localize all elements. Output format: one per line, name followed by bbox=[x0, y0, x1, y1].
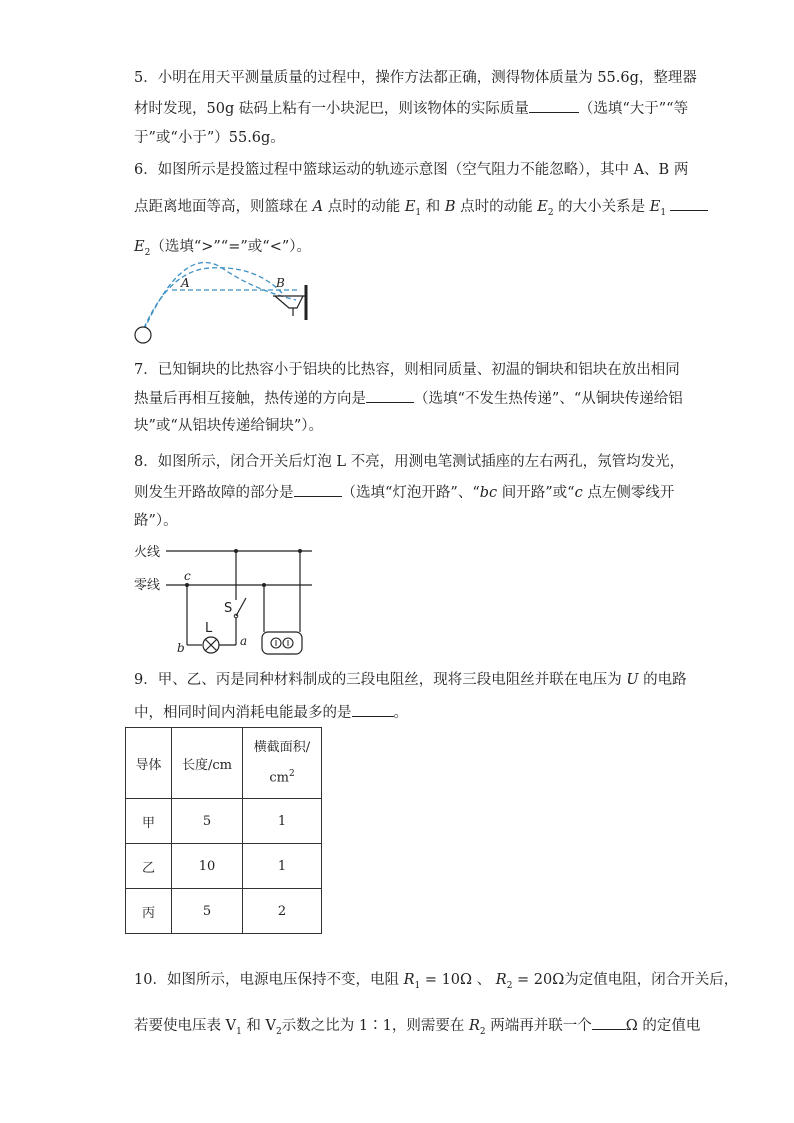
q6-sub: 1 bbox=[415, 207, 422, 218]
q8-text: 则发生开路故障的部分是 bbox=[134, 485, 294, 501]
table-header-row bbox=[126, 728, 322, 799]
label-b: B bbox=[276, 276, 285, 290]
table-header bbox=[243, 728, 322, 799]
q8-text: 点左侧零线开 bbox=[582, 485, 675, 501]
q10-text: 10．如图所示，电源电压保持不变，电阻 bbox=[134, 972, 404, 988]
q6-sub: 1 bbox=[660, 207, 667, 218]
q10-text: 示数之比为 1∶1，则需要在 bbox=[281, 1018, 469, 1034]
q8-line-1: 8．如图所示，闭合开关后灯泡 L 不亮，用测电笔测试插座的左右两孔，氖管均发光， bbox=[134, 454, 685, 470]
label-a: A bbox=[181, 276, 190, 290]
q10-text: = 10Ω bbox=[420, 972, 473, 988]
q9-text: 中，相同时间内消耗电能最多的是 bbox=[134, 705, 352, 721]
q9-text: 。 bbox=[393, 705, 408, 721]
socket-icon bbox=[262, 632, 302, 654]
q6-sub: 2 bbox=[547, 207, 554, 218]
q6-var-e2b: E bbox=[134, 239, 145, 255]
q10-text: 为定值电阻，闭合开关后， bbox=[564, 972, 739, 988]
table-cell: 1 bbox=[243, 844, 322, 889]
q6-text: 点距离地面等高，则篮球在 bbox=[134, 199, 313, 215]
q10-text: 和 V bbox=[241, 1018, 277, 1034]
q9-line-2 bbox=[134, 702, 408, 723]
q9-answer-blank bbox=[352, 702, 394, 717]
q10-sub: 2 bbox=[276, 1026, 282, 1037]
label-l: L bbox=[205, 621, 213, 636]
q8-text: （选填“灯泡开路”、“ bbox=[341, 485, 480, 501]
q8-var-bc: bc bbox=[479, 485, 498, 501]
q8-var-c: c bbox=[574, 485, 583, 501]
q8-text: 间开路”或“ bbox=[497, 485, 575, 501]
switch-icon bbox=[236, 598, 246, 616]
table-cell: 1 bbox=[243, 799, 322, 844]
q5-text: 材时发现，50g 砝码上粘有一小块泥巴，则该物体的实际质量 bbox=[134, 101, 529, 117]
q5-line-1: 5．小明在用天平测量质量的过程中，操作方法都正确，测得物体质量为 55.6g，整理器 bbox=[134, 70, 697, 86]
label-a-point: a bbox=[240, 634, 248, 648]
q7-line-1: 7．已知铜块的比热容小于铝块的比热容，则相同质量、初温的铜块和铝块在放出相同 bbox=[134, 362, 680, 378]
table-header-line: 横截面积/ bbox=[253, 739, 311, 755]
q6-line-1: 6．如图所示是投篮过程中篮球运动的轨迹示意图（空气阻力不能忽略），其中 A、B 两 bbox=[134, 162, 689, 178]
q6-text: 点时的动能 bbox=[323, 199, 405, 215]
q6-var-e2: E bbox=[537, 199, 548, 215]
table-cell: 2 bbox=[243, 889, 322, 934]
q9-text: 的电路 bbox=[638, 672, 687, 688]
q6-text: （选填“>”“=”或“<”）。 bbox=[150, 239, 312, 255]
table-cell: 5 bbox=[172, 799, 243, 844]
label-s: S bbox=[224, 601, 233, 616]
q5-text: （选填“大于”“等 bbox=[578, 101, 689, 117]
conductor-table bbox=[125, 727, 322, 934]
q10-answer-blank bbox=[592, 1015, 626, 1030]
q10-text: = 20Ω bbox=[512, 972, 565, 988]
table-cell: 10 bbox=[172, 844, 243, 889]
label-c: c bbox=[184, 569, 191, 583]
q9-line-1 bbox=[134, 670, 687, 690]
table-cell: 乙 bbox=[126, 844, 172, 889]
q6-text: 和 bbox=[421, 199, 445, 215]
table-cell: 5 bbox=[172, 889, 243, 934]
q7-text: （选填“不发生热传递”、“从铜块传递给铝 bbox=[414, 391, 683, 407]
label-b-point: b bbox=[177, 641, 185, 655]
table-row bbox=[126, 844, 322, 889]
q7-text: 热量后再相互接触，热传递的方向是 bbox=[134, 391, 366, 407]
table-header-sup: 2 bbox=[288, 768, 295, 779]
table-row bbox=[126, 889, 322, 934]
q10-text: 两端再并联一个 bbox=[485, 1018, 592, 1034]
q10-sub: 2 bbox=[506, 980, 513, 991]
table-header-line: cm bbox=[269, 770, 289, 786]
q8-line-3: 路”）。 bbox=[134, 513, 178, 529]
q9-text: 9．甲、乙、丙是同种材料制成的三段电阻丝，现将三段电阻丝并联在电压为 bbox=[134, 672, 627, 688]
q10-sub: 1 bbox=[236, 1026, 242, 1037]
q10-var-r1: R bbox=[403, 972, 415, 988]
table-header: 导体 bbox=[126, 728, 172, 799]
q10-sub: 1 bbox=[414, 980, 421, 991]
q10-text: 若要使电压表 V bbox=[134, 1018, 237, 1034]
q6-sub: 2 bbox=[144, 247, 151, 258]
q6-text: 的大小关系是 bbox=[553, 199, 650, 215]
q10-text: 、 bbox=[472, 972, 496, 988]
q10-var-r2b: R bbox=[468, 1018, 480, 1034]
live-wire-label: 火线 bbox=[134, 545, 161, 560]
q10-line-1 bbox=[134, 970, 738, 996]
q6-var-e1b: E bbox=[649, 199, 661, 215]
q9-var-u: U bbox=[626, 672, 639, 688]
table-cell: 丙 bbox=[126, 889, 172, 934]
table-cell: 甲 bbox=[126, 799, 172, 844]
neutral-wire-label: 零线 bbox=[134, 578, 161, 593]
q10-text: Ω 的定值电 bbox=[625, 1018, 701, 1034]
q6-var-a: A bbox=[312, 199, 324, 215]
table-row bbox=[126, 799, 322, 844]
q6-text: 点时的动能 bbox=[455, 199, 538, 215]
q10-sub: 2 bbox=[479, 1026, 486, 1037]
q6-var-e1: E bbox=[404, 199, 416, 215]
q7-line-3: 块”或“从铝块传递给铜块”）。 bbox=[134, 418, 323, 434]
q6-var-b: B bbox=[444, 199, 456, 215]
table-header: 长度/cm bbox=[172, 728, 243, 799]
q5-line-3: 于”或“小于”）55.6g。 bbox=[134, 130, 285, 146]
q10-var-r2: R bbox=[495, 972, 507, 988]
q10-line-2 bbox=[134, 1015, 700, 1042]
